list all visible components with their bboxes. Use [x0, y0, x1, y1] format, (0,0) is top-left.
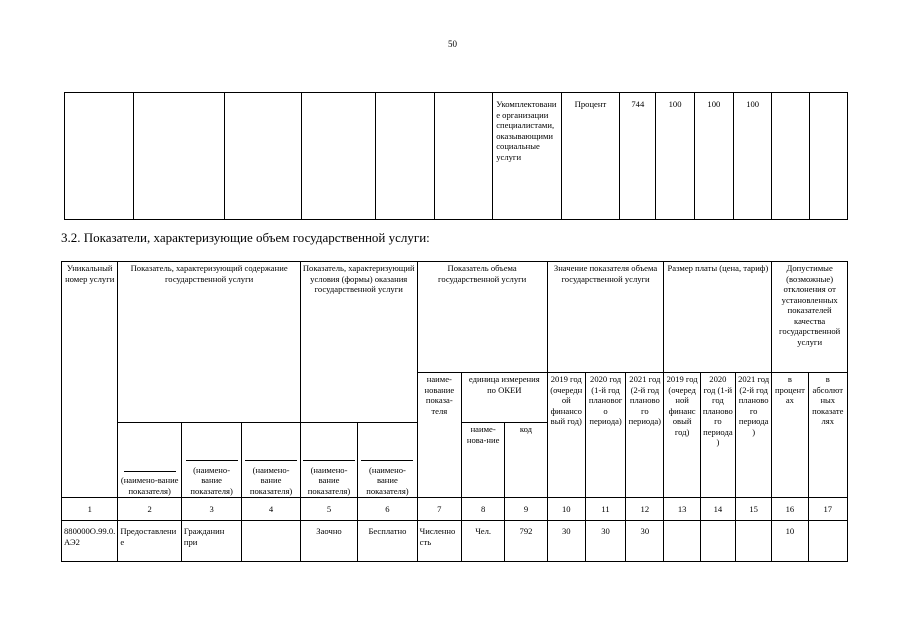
unique-number-cell: 880000О.99.0.АЭ2 [62, 521, 118, 562]
header-unique-number: Уникальный номер услуги [62, 262, 118, 498]
table-row [62, 521, 848, 562]
value-2021: 100 [734, 93, 772, 220]
underline [124, 471, 176, 472]
fee-2019-cell [664, 521, 700, 562]
underline [186, 460, 238, 461]
deviation-percent-cell: 10 [772, 521, 808, 562]
header-content-indicator: Показатель, характеризующий содержание государственной услуги [118, 262, 300, 423]
value-2019: 100 [656, 93, 694, 220]
col-number: 6 [358, 498, 417, 521]
empty-cell [133, 93, 225, 220]
fee-2021-cell [736, 521, 772, 562]
fee-2020-cell [700, 521, 735, 562]
header-volume-name: наиме-нование показа-теля [417, 373, 461, 498]
header-year-2019: 2019 год (очередной финансовый год) [547, 373, 585, 498]
header-volume-value: Значение показателя объема государственной услуги [547, 262, 664, 373]
page-number: 50 [448, 39, 457, 49]
col-number: 13 [664, 498, 700, 521]
underline [245, 460, 297, 461]
col-number: 14 [700, 498, 735, 521]
content-indicator-3 [242, 521, 300, 562]
header-conditions-indicator: Показатель, характеризующий условия (формы) оказания государственной услуги [300, 262, 417, 423]
header-fee-2020: 2020 год (1-й год планового периода) [700, 373, 735, 498]
col-number: 15 [736, 498, 772, 521]
condition-indicator-2: Бесплатно [358, 521, 417, 562]
header-absolute: в абсолютных показателях [808, 373, 847, 498]
indicator-name-label: (наимено-вание показателя) [120, 475, 179, 496]
unit-name: Процент [561, 93, 619, 220]
underline [303, 460, 355, 461]
empty-cell [376, 93, 434, 220]
col-number: 11 [585, 498, 625, 521]
value-2020-cell: 30 [585, 521, 625, 562]
header-fee-2019: 2019 год (очередной финансовый год) [664, 373, 700, 498]
underline [361, 460, 413, 461]
empty-cell [225, 93, 302, 220]
col-number: 4 [242, 498, 300, 521]
header-okei: единица измерения по ОКЕИ [461, 373, 547, 423]
empty-cell [772, 93, 809, 220]
empty-cell [301, 93, 376, 220]
col-number: 10 [547, 498, 585, 521]
col-number: 3 [181, 498, 241, 521]
empty-cell [65, 93, 134, 220]
table-row [65, 93, 848, 220]
header-indicator-name [118, 423, 181, 498]
header-year-2021: 2021 год (2-й год планового периода) [626, 373, 664, 498]
value-2019-cell: 30 [547, 521, 585, 562]
col-number: 2 [118, 498, 181, 521]
okei-code-cell: 792 [505, 521, 547, 562]
col-number: 1 [62, 498, 118, 521]
header-fee-2021: 2021 год (2-й год планового периода) [736, 373, 772, 498]
header-indicator-name [300, 423, 357, 498]
indicator-name-label: (наимено-вание показателя) [190, 464, 233, 496]
indicator-name-label: (наимено-вание показателя) [307, 464, 351, 496]
empty-cell [809, 93, 847, 220]
col-number: 5 [300, 498, 357, 521]
deviation-absolute-cell [808, 521, 847, 562]
volume-indicator-name: Численность [417, 521, 461, 562]
okei-name-cell: Чел. [461, 521, 504, 562]
value-2021-cell: 30 [626, 521, 664, 562]
unit-code: 744 [620, 93, 656, 220]
indicator-name: Укомплектование организации специалистами, оказывающими социальные услуги [493, 93, 562, 220]
condition-indicator-1: Заочно [300, 521, 357, 562]
header-indicator-name [242, 423, 300, 498]
col-number: 12 [626, 498, 664, 521]
quality-indicators-table-continued [64, 92, 848, 220]
col-number: 17 [808, 498, 847, 521]
content-indicator-1: Предоставление [118, 521, 181, 562]
header-volume-indicator: Показатель объема государственной услуги [417, 262, 547, 373]
indicator-name-label: (наимено-вание показателя) [249, 464, 293, 496]
value-2020: 100 [694, 93, 733, 220]
header-fee: Размер платы (цена, тариф) [664, 262, 772, 373]
column-number-row [62, 498, 848, 521]
header-row [62, 262, 848, 373]
header-okei-name: наиме-нова-ние [461, 423, 504, 498]
section-heading: 3.2. Показатели, характеризующие объем государственной услуги: [61, 230, 430, 245]
header-deviation: Допустимые (возможные) отклонения от установленных показателей качества государственной услуги [772, 262, 848, 373]
content-indicator-2: Гражданин при [181, 521, 241, 562]
col-number: 7 [417, 498, 461, 521]
col-number: 9 [505, 498, 547, 521]
col-number: 8 [461, 498, 504, 521]
header-year-2020: 2020 год (1-й год планового периода) [585, 373, 625, 498]
header-indicator-name [181, 423, 241, 498]
header-percent: в процентах [772, 373, 808, 498]
header-indicator-name [358, 423, 417, 498]
volume-indicators-table [61, 261, 848, 562]
header-okei-code: код [505, 423, 547, 498]
empty-cell [434, 93, 492, 220]
col-number: 16 [772, 498, 808, 521]
indicator-name-label: (наимено-вание показателя) [366, 464, 409, 496]
